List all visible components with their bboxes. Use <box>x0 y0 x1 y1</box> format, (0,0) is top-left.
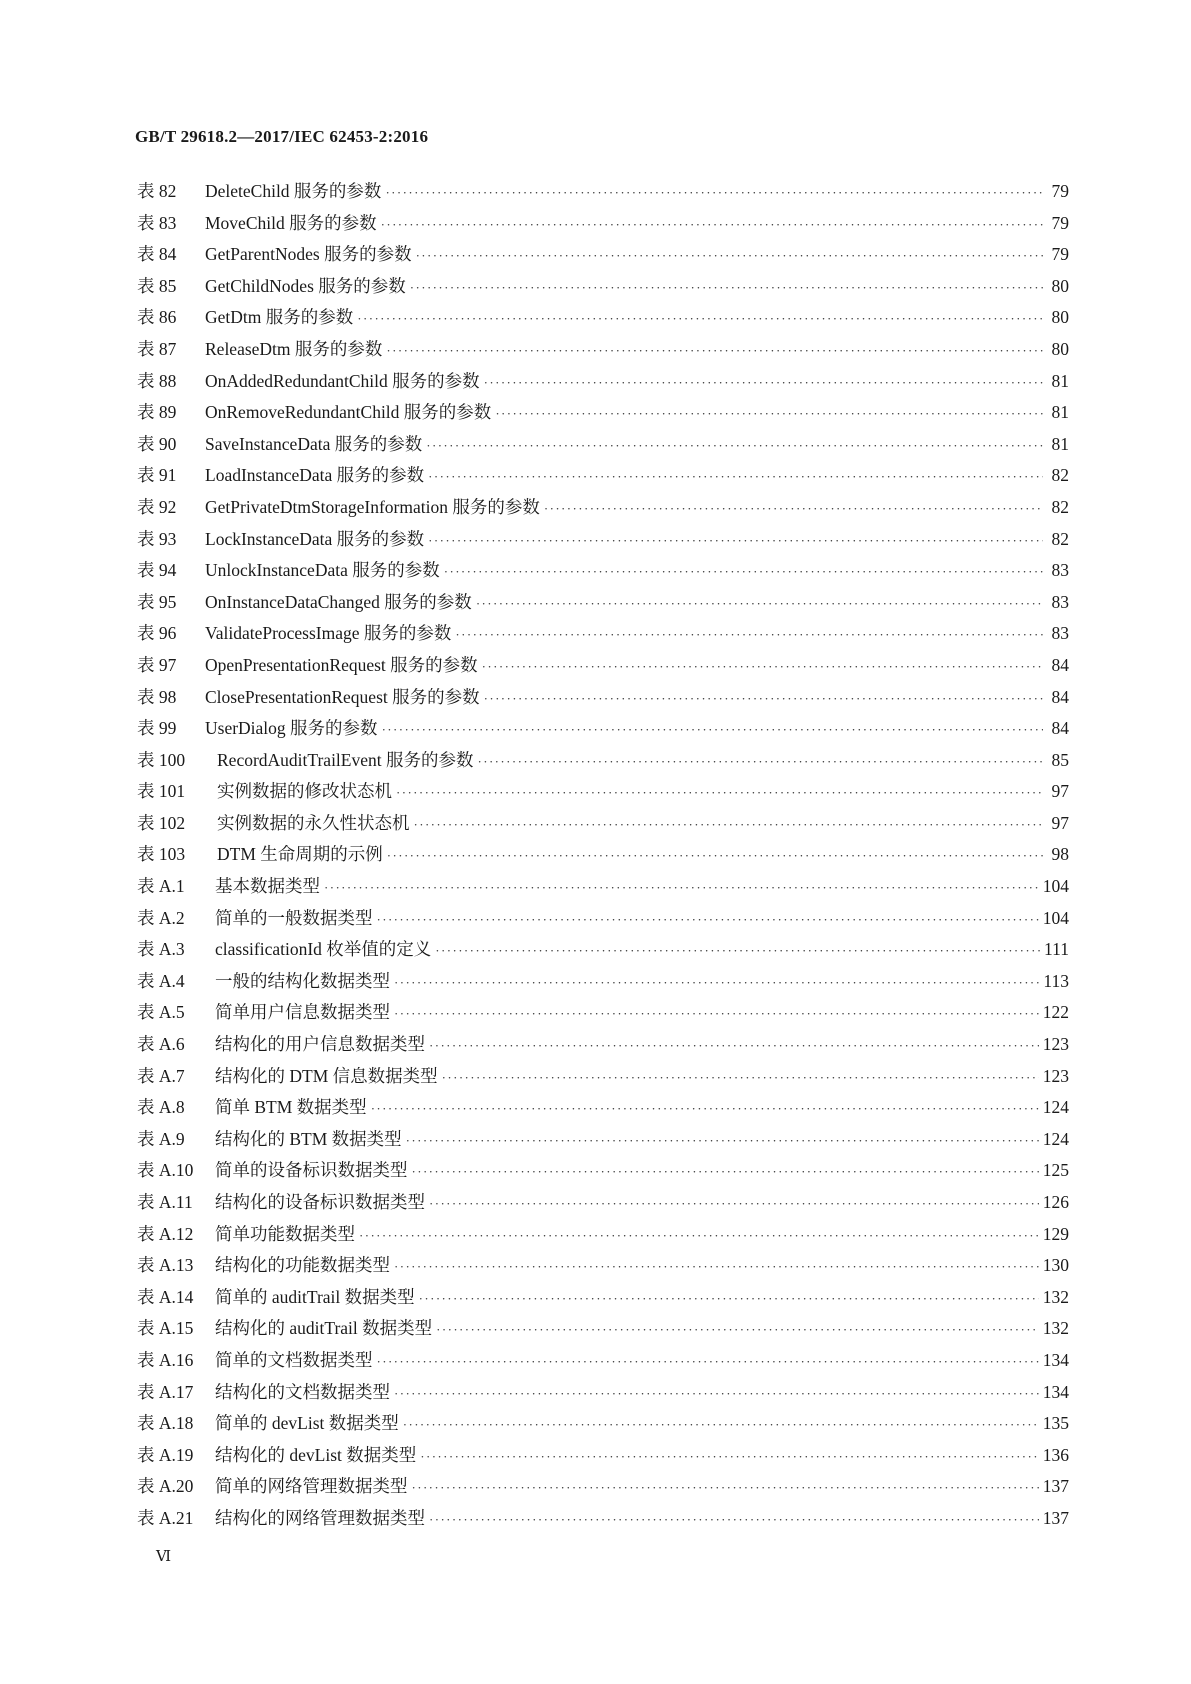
dot-leader <box>429 1196 1039 1212</box>
dot-leader <box>359 1228 1039 1244</box>
dot-leader <box>435 943 1040 959</box>
dot-leader <box>477 754 1043 770</box>
dot-leader <box>420 1449 1039 1465</box>
toc-entry[interactable] <box>137 873 1069 905</box>
dot-leader <box>482 659 1043 675</box>
toc-entry-page: 83 <box>1051 591 1069 612</box>
toc-entry[interactable] <box>137 715 1069 747</box>
toc-entry-title: 简单 BTM 数据类型 <box>215 1097 367 1118</box>
document-header: GB/T 29618.2—2017/IEC 62453-2:2016 <box>135 127 429 146</box>
toc-entry[interactable] <box>137 462 1069 494</box>
dot-leader <box>406 1133 1039 1149</box>
toc-entry-page: 81 <box>1051 370 1069 391</box>
toc-entry[interactable] <box>137 1157 1069 1189</box>
toc-entry-title: 结构化的 BTM 数据类型 <box>215 1128 402 1149</box>
dot-leader <box>419 1291 1039 1307</box>
toc-entry-page: 82 <box>1051 465 1069 486</box>
toc-entry[interactable] <box>137 936 1069 968</box>
toc-entry[interactable] <box>137 1284 1069 1316</box>
toc-entry-number: 表 93 <box>137 528 177 549</box>
toc-entry-number: 表 96 <box>137 623 177 644</box>
toc-entry-number: 表 A.11 <box>137 1192 193 1212</box>
toc-entry-page: 84 <box>1051 654 1069 675</box>
toc-entry-page: 134 <box>1042 1381 1069 1402</box>
toc-entry-title: UserDialog 服务的参数 <box>205 718 378 739</box>
dot-leader <box>428 469 1043 485</box>
toc-entry[interactable] <box>137 652 1069 684</box>
dot-leader <box>436 1322 1039 1338</box>
toc-entry-number: 表 A.5 <box>137 1002 185 1023</box>
toc-entry-page: 79 <box>1051 212 1069 233</box>
toc-entry[interactable] <box>137 1252 1069 1284</box>
toc-entry-title: 实例数据的修改状态机 <box>217 781 392 802</box>
dot-leader <box>484 375 1043 391</box>
toc-entry-number: 表 88 <box>137 370 177 391</box>
toc-entry-title: classificationId 枚举值的定义 <box>215 939 432 960</box>
toc-entry-number: 表 A.13 <box>137 1255 194 1276</box>
toc-entry-page: 98 <box>1051 844 1069 865</box>
toc-entry-title: 结构化的网络管理数据类型 <box>215 1507 425 1528</box>
toc-entry-number: 表 103 <box>137 844 186 865</box>
toc-entry-title: ClosePresentationRequest 服务的参数 <box>205 686 480 707</box>
toc-entry[interactable] <box>137 431 1069 463</box>
toc-entry-page: 97 <box>1051 781 1069 802</box>
toc-entry-number: 表 102 <box>137 812 186 833</box>
toc-entry-title: OnAddedRedundantChild 服务的参数 <box>205 370 480 391</box>
toc-entry-page: 80 <box>1051 338 1069 359</box>
dot-leader <box>324 880 1039 896</box>
dot-leader <box>428 533 1043 549</box>
toc-entry-title: 简单的设备标识数据类型 <box>215 1160 408 1181</box>
dot-leader <box>426 438 1043 454</box>
toc-entry[interactable] <box>137 557 1069 589</box>
toc-entry[interactable] <box>137 905 1069 937</box>
toc-entry-number: 表 A.4 <box>137 970 185 991</box>
toc-entry[interactable] <box>137 1442 1069 1474</box>
toc-entry-page: 124 <box>1042 1128 1069 1149</box>
toc-entry[interactable] <box>137 999 1069 1031</box>
toc-entry-page: 132 <box>1042 1286 1069 1307</box>
dot-leader <box>377 1354 1039 1370</box>
toc-entry[interactable] <box>137 1315 1069 1347</box>
dot-leader <box>381 217 1043 233</box>
dot-leader <box>410 280 1043 296</box>
toc-entry[interactable] <box>137 178 1069 210</box>
toc-entry-title: GetParentNodes 服务的参数 <box>205 244 412 265</box>
toc-entry-title: MoveChild 服务的参数 <box>205 212 377 233</box>
toc-entry[interactable] <box>137 494 1069 526</box>
toc-entry-page: 130 <box>1042 1255 1069 1276</box>
dot-leader <box>394 1259 1039 1275</box>
toc-entry-page: 137 <box>1042 1476 1069 1497</box>
dot-leader <box>495 406 1043 422</box>
toc-entry-title: 结构化的功能数据类型 <box>215 1255 390 1276</box>
toc-entry[interactable] <box>137 841 1069 873</box>
table-of-contents-list <box>137 178 1069 1537</box>
toc-entry[interactable] <box>137 336 1069 368</box>
toc-entry-page: 129 <box>1042 1223 1069 1244</box>
toc-entry-title: 简单用户信息数据类型 <box>215 1002 390 1023</box>
toc-entry-number: 表 91 <box>137 465 177 486</box>
toc-entry[interactable] <box>137 1379 1069 1411</box>
toc-entry-number: 表 A.10 <box>137 1160 194 1181</box>
toc-entry-number: 表 98 <box>137 686 177 707</box>
toc-entry-page: 83 <box>1051 623 1069 644</box>
toc-entry[interactable] <box>137 273 1069 305</box>
toc-entry-title: 简单的网络管理数据类型 <box>215 1476 408 1497</box>
toc-entry-title: OpenPresentationRequest 服务的参数 <box>205 654 478 675</box>
toc-entry-page: 79 <box>1051 244 1069 265</box>
toc-entry-number: 表 A.20 <box>137 1476 194 1497</box>
toc-entry-number: 表 86 <box>137 307 177 328</box>
toc-entry-page: 122 <box>1042 1002 1069 1023</box>
dot-leader <box>386 343 1043 359</box>
toc-entry-title: 一般的结构化数据类型 <box>215 970 390 991</box>
toc-entry[interactable] <box>137 210 1069 242</box>
toc-entry-page: 97 <box>1051 812 1069 833</box>
toc-entry-title: 简单的 devList 数据类型 <box>215 1413 399 1434</box>
toc-entry-page: 85 <box>1051 749 1069 770</box>
dot-leader <box>484 691 1043 707</box>
toc-entry-number: 表 A.18 <box>137 1413 194 1434</box>
toc-entry[interactable] <box>137 1505 1069 1537</box>
toc-entry-page: 137 <box>1042 1507 1069 1528</box>
dot-leader <box>444 564 1043 580</box>
toc-entry-title: 结构化的 auditTrail 数据类型 <box>215 1318 433 1339</box>
dot-leader <box>394 975 1039 991</box>
toc-entry-number: 表 A.6 <box>137 1034 185 1055</box>
toc-entry-title: OnRemoveRedundantChild 服务的参数 <box>205 402 492 423</box>
toc-entry[interactable] <box>137 620 1069 652</box>
toc-entry-number: 表 A.7 <box>137 1065 185 1086</box>
dot-leader <box>371 1101 1039 1117</box>
dot-leader <box>357 311 1043 327</box>
toc-entry-number: 表 A.3 <box>137 939 185 960</box>
toc-entry-number: 表 84 <box>137 244 177 265</box>
toc-entry-page: 82 <box>1051 528 1069 549</box>
toc-entry[interactable] <box>137 1347 1069 1379</box>
toc-entry-title: 结构化的用户信息数据类型 <box>215 1034 425 1055</box>
toc-entry[interactable] <box>137 778 1069 810</box>
toc-entry-number: 表 A.2 <box>137 907 185 928</box>
toc-entry-number: 表 A.1 <box>137 876 185 897</box>
toc-entry-number: 表 A.15 <box>137 1318 194 1339</box>
toc-entry-page: 135 <box>1042 1413 1069 1434</box>
toc-entry-number: 表 83 <box>137 212 177 233</box>
dot-leader <box>412 1480 1039 1496</box>
toc-entry-page: 80 <box>1051 307 1069 328</box>
toc-entry[interactable] <box>137 684 1069 716</box>
dot-leader <box>442 1070 1039 1086</box>
toc-entry-number: 表 101 <box>137 781 186 802</box>
toc-entry-number: 表 92 <box>137 496 177 517</box>
toc-entry-title: GetDtm 服务的参数 <box>205 307 354 328</box>
toc-entry-title: LoadInstanceData 服务的参数 <box>205 465 425 486</box>
dot-leader <box>394 1386 1039 1402</box>
toc-entry[interactable] <box>137 399 1069 431</box>
toc-entry-number: 表 A.12 <box>137 1223 194 1244</box>
toc-entry[interactable] <box>137 1189 1069 1221</box>
toc-entry-number: 表 A.21 <box>137 1507 194 1528</box>
toc-entry-title: ValidateProcessImage 服务的参数 <box>205 623 452 644</box>
dot-leader <box>429 1512 1039 1528</box>
dot-leader <box>455 627 1043 643</box>
toc-entry-number: 表 A.9 <box>137 1128 185 1149</box>
toc-entry-number: 表 A.14 <box>137 1286 194 1307</box>
toc-entry[interactable] <box>137 1031 1069 1063</box>
toc-entry-page: 104 <box>1042 876 1069 897</box>
toc-entry-number: 表 A.17 <box>137 1381 194 1402</box>
toc-entry-title: 实例数据的永久性状态机 <box>217 812 410 833</box>
toc-entry-title: 结构化的 devList 数据类型 <box>215 1444 417 1465</box>
toc-entry-number: 表 85 <box>137 275 177 296</box>
toc-entry-page: 134 <box>1042 1349 1069 1370</box>
toc-entry[interactable] <box>137 241 1069 273</box>
toc-entry-number: 表 100 <box>137 749 186 770</box>
toc-entry-title: OnInstanceDataChanged 服务的参数 <box>205 591 472 612</box>
toc-entry[interactable] <box>137 810 1069 842</box>
toc-entry-page: 136 <box>1042 1444 1069 1465</box>
toc-entry[interactable] <box>137 1473 1069 1505</box>
toc-entry-number: 表 94 <box>137 560 177 581</box>
toc-entry-number: 表 A.19 <box>137 1444 194 1465</box>
dot-leader <box>416 248 1043 264</box>
toc-entry-page: 123 <box>1042 1034 1069 1055</box>
toc-entry[interactable] <box>137 304 1069 336</box>
toc-entry[interactable] <box>137 1063 1069 1095</box>
toc-entry-page: 113 <box>1043 970 1069 991</box>
dot-leader <box>396 785 1043 801</box>
toc-entry[interactable] <box>137 589 1069 621</box>
dot-leader <box>394 1006 1039 1022</box>
toc-entry-page: 111 <box>1044 939 1069 960</box>
toc-entry-number: 表 87 <box>137 338 177 359</box>
toc-entry-page: 84 <box>1051 686 1069 707</box>
toc-entry-page: 132 <box>1042 1318 1069 1339</box>
toc-entry-title: 简单的 auditTrail 数据类型 <box>215 1286 415 1307</box>
toc-entry-title: LockInstanceData 服务的参数 <box>205 528 425 549</box>
toc-entry-title: 结构化的 DTM 信息数据类型 <box>215 1065 438 1086</box>
toc-entry-page: 126 <box>1042 1192 1069 1212</box>
toc-entry-title: 结构化的设备标识数据类型 <box>215 1192 425 1212</box>
toc-entry-number: 表 95 <box>137 591 177 612</box>
toc-entry-page: 79 <box>1051 181 1069 201</box>
toc-entry-page: 83 <box>1051 560 1069 581</box>
dot-leader <box>387 848 1043 864</box>
toc-entry-number: 表 99 <box>137 718 177 739</box>
toc-entry-title: 结构化的文档数据类型 <box>215 1381 390 1402</box>
toc-entry-number: 表 82 <box>137 181 177 201</box>
toc-entry[interactable] <box>137 968 1069 1000</box>
toc-entry-title: UnlockInstanceData 服务的参数 <box>205 560 440 581</box>
toc-entry-page: 125 <box>1042 1160 1069 1181</box>
toc-entry-title: 基本数据类型 <box>215 876 320 897</box>
dot-leader <box>412 1164 1039 1180</box>
toc-entry[interactable] <box>137 1221 1069 1253</box>
dot-leader <box>476 596 1043 612</box>
toc-entry-title: GetPrivateDtmStorageInformation 服务的参数 <box>205 496 540 517</box>
toc-entry[interactable] <box>137 368 1069 400</box>
toc-entry-page: 81 <box>1051 433 1069 454</box>
toc-entry-title: 简单功能数据类型 <box>215 1223 355 1244</box>
toc-entry-page: 124 <box>1042 1097 1069 1118</box>
toc-entry[interactable] <box>137 1126 1069 1158</box>
dot-leader <box>414 817 1044 833</box>
toc-entry[interactable] <box>137 1410 1069 1442</box>
dot-leader <box>403 1417 1039 1433</box>
toc-entry-number: 表 90 <box>137 433 177 454</box>
toc-entry-page: 82 <box>1051 496 1069 517</box>
toc-entry-page: 81 <box>1051 402 1069 423</box>
toc-entry-title: 简单的文档数据类型 <box>215 1349 373 1370</box>
toc-entry-number: 表 89 <box>137 402 177 423</box>
dot-leader <box>385 185 1043 201</box>
toc-entry-page: 80 <box>1051 275 1069 296</box>
toc-entry-title: RecordAuditTrailEvent 服务的参数 <box>217 749 474 770</box>
dot-leader <box>382 722 1043 738</box>
page-number: Ⅵ <box>156 1549 172 1565</box>
toc-entry[interactable] <box>137 747 1069 779</box>
toc-entry-page: 123 <box>1042 1065 1069 1086</box>
toc-entry[interactable] <box>137 1094 1069 1126</box>
toc-entry-page: 84 <box>1051 718 1069 739</box>
dot-leader <box>377 912 1039 928</box>
toc-entry-title: SaveInstanceData 服务的参数 <box>205 433 423 454</box>
toc-entry-title: DeleteChild 服务的参数 <box>205 181 382 201</box>
dot-leader <box>429 1038 1039 1054</box>
dot-leader <box>544 501 1043 517</box>
toc-entry[interactable] <box>137 526 1069 558</box>
toc-entry-title: DTM 生命周期的示例 <box>217 844 383 865</box>
toc-entry-title: 简单的一般数据类型 <box>215 907 373 928</box>
toc-entry-title: GetChildNodes 服务的参数 <box>205 275 406 296</box>
toc-entry-title: ReleaseDtm 服务的参数 <box>205 338 383 359</box>
toc-entry-page: 104 <box>1042 907 1069 928</box>
toc-entry-number: 表 A.8 <box>137 1097 185 1118</box>
toc-entry-number: 表 A.16 <box>137 1349 194 1370</box>
toc-entry-number: 表 97 <box>137 654 177 675</box>
